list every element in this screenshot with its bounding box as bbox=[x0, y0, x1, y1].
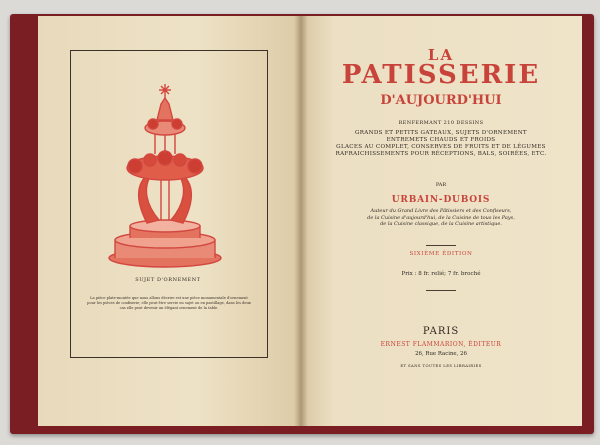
book-title: PATISSERIE bbox=[341, 60, 541, 90]
contents-line: RAFRAICHISSEMENTS POUR RÉCEPTIONS, BALS, SOIRÉES, ETC. bbox=[335, 151, 547, 157]
bio-line: de la Cuisine d'aujourd'hui, de la Cuisine de tous les Pays, bbox=[367, 214, 515, 221]
author-name: URBAIN-DUBOIS bbox=[391, 195, 491, 205]
divider bbox=[426, 245, 456, 246]
title-article: LA bbox=[427, 46, 455, 64]
contents-list bbox=[300, 130, 582, 158]
centerpiece-engraving bbox=[95, 80, 235, 275]
contents-line: GRANDS ET PETITS GATEAUX, SUJETS D'ORNEMENT bbox=[355, 130, 527, 136]
imprint-city: PARIS bbox=[422, 326, 460, 337]
contents-line: GLACES AU COMPLET, CONSERVES DE FRUITS ET DE LÉGUMES bbox=[336, 144, 546, 150]
divider bbox=[426, 290, 456, 291]
illustration-description: La pièce plate-montée que nous allons décrire est une pièce monumentale d'ornement pour les pièces de confiserie; elle peut être servie en sujet ou en pastillage, dans les deux cas elle peut devenir un élégant ornement de la table. bbox=[87, 296, 251, 310]
publisher-address: 26, Rue Racine, 26 bbox=[415, 351, 467, 357]
illustration-caption: SUJET D'ORNEMENT bbox=[135, 277, 201, 283]
edition-label: SIXIÈME ÉDITION bbox=[409, 251, 473, 257]
book-subtitle: D'AUJOURD'HUI bbox=[380, 93, 502, 108]
price-line: Prix : 8 fr. relié; 7 fr. broché bbox=[401, 271, 481, 277]
drawings-count: RENFERMANT 210 DESSINS bbox=[398, 120, 484, 126]
bio-line: Auteur du Grand Livre des Pâtissiers et des Confiseurs, bbox=[370, 208, 512, 214]
contents-line: ENTREMETS CHAUDS ET FROIDS bbox=[386, 137, 496, 143]
publisher-name: ERNEST FLAMMARION, ÉDITEUR bbox=[380, 341, 502, 348]
bio-line: de la Cuisine classique, de la Cuisine artistique. bbox=[380, 221, 502, 228]
by-label: PAR bbox=[435, 182, 447, 188]
rights-line: ET SANS TOUTES LES LIBRAIRIES bbox=[400, 363, 482, 368]
author-bio bbox=[300, 208, 582, 228]
